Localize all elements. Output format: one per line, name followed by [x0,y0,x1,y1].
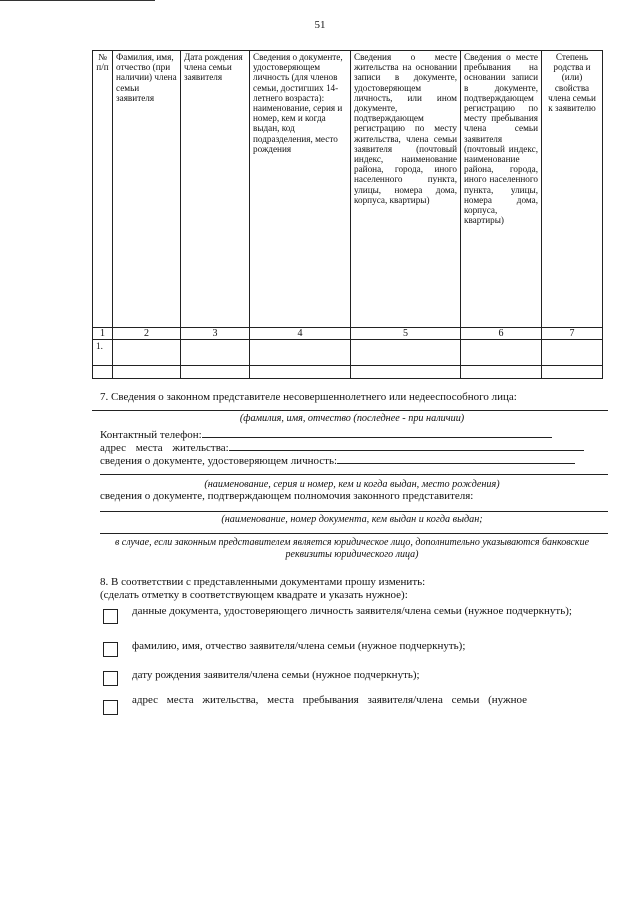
table-header-row [93,51,603,328]
table-cell[interactable] [351,366,461,379]
row-number: 1. [93,340,113,366]
col-number: 6 [461,328,542,340]
caption-id-doc: (наименование, серия и номер, кем и когда выдан, место рождения) [204,479,500,490]
header-birth-date: Дата рождения члена семьи заявителя [181,51,250,328]
header-kinship: Степень родства и (или) свойства члена семьи к заявителю [542,51,603,328]
checkbox-id-document[interactable] [103,609,118,624]
option-id-document: данные документа, удостоверяющего личность заявителя/члена семьи (нужное подчеркнуть); [132,605,572,617]
id-doc-label: сведения о документе, удостоверяющем личность: [100,455,338,467]
caption-fio: (фамилия, имя, отчество (последнее - при наличии) [239,413,465,424]
header-full-name: Фамилия, имя, отчество (при наличии) члена семьи заявителя [113,51,181,328]
caption-authority: (наименование, номер документа, кем выдан и когда выдан; [221,514,483,525]
id-doc-field[interactable] [337,454,575,464]
page-number: 51 [314,19,326,31]
table-cell[interactable] [113,366,181,379]
option-full-name: фамилию, имя, отчество заявителя/члена семьи (нужное подчеркнуть); [132,640,466,652]
address-label: адрес места жительства: [100,442,229,454]
option-birth-date: дату рождения заявителя/члена семьи (нужное подчеркнуть); [132,669,420,681]
table-row [93,366,603,379]
table-cell[interactable] [461,340,542,366]
table-cell[interactable] [542,340,603,366]
header-residence: Сведения о месте жительства на основании записи в документе, удостоверяющем личность, или ином документе, подтверждающем регистрацию по месту жительства, члена семьи заявителя (почтовый индекс, наименование района, города, иного населенного пункта, улицы, номера дома, корпуса, квартиры) [351,51,461,328]
option-address: адрес места жительства, места пребывания заявителя/члена семьи (нужное [132,694,527,706]
family-members-table [92,50,603,379]
table-cell[interactable] [542,366,603,379]
column-numbers-row [93,328,603,340]
table-cell[interactable] [181,340,250,366]
col-number: 3 [181,328,250,340]
id-doc-row [100,454,575,467]
legal-entity-note: в случае, если законным представителем является юридическое лицо, дополнительно указываются банковские реквизиты юридического лица) [114,537,590,560]
table-cell[interactable] [93,366,113,379]
table-cell[interactable] [181,366,250,379]
checkbox-birth-date[interactable] [103,671,118,686]
col-number: 7 [542,328,603,340]
checkbox-address[interactable] [103,700,118,715]
section7-title: 7. Сведения о законном представителе несовершеннолетнего или недееспособного лица: [100,391,517,403]
col-number: 5 [351,328,461,340]
col-number: 4 [250,328,351,340]
header-number: № п/п [93,51,113,328]
phone-field[interactable] [202,428,552,438]
section8-subtitle: (сделать отметку в соответствующем квадрате и указать нужное): [100,589,408,601]
authority-line[interactable] [100,511,608,512]
phone-label: Контактный телефон: [100,429,202,441]
section8-title: 8. В соответствии с представленными документами прошу изменить: [100,576,426,588]
address-field[interactable] [229,441,584,451]
table-cell[interactable] [351,340,461,366]
bank-details-line[interactable] [100,533,608,534]
id-doc-line[interactable] [100,474,608,475]
authority-label: сведения о документе, подтверждающем полномочия законного представителя: [100,490,474,502]
table-cell[interactable] [250,340,351,366]
table-row [93,340,603,366]
phone-row [100,428,552,441]
table-cell[interactable] [461,366,542,379]
table-cell[interactable] [113,340,181,366]
col-number: 1 [93,328,113,340]
header-id-document: Сведения о документе, удостоверяющем личность (для членов семьи, достигших 14-летнего возраста): наименование, серия и номер, кем и когда выдан, код подразделения, место рождения [250,51,351,328]
checkbox-full-name[interactable] [103,642,118,657]
col-number: 2 [113,328,181,340]
fio-line[interactable] [92,410,608,411]
header-rule [0,0,155,1]
address-row [100,441,584,454]
header-stay-place: Сведения о месте пребывания на основании записи в документе, подтверждающем регистрацию по месту пребывания члена семьи заявителя (почтовый индекс, наименование района, города, иного населенного пункта, улицы, номера дома, корпуса, квартиры) [461,51,542,328]
table-cell[interactable] [250,366,351,379]
